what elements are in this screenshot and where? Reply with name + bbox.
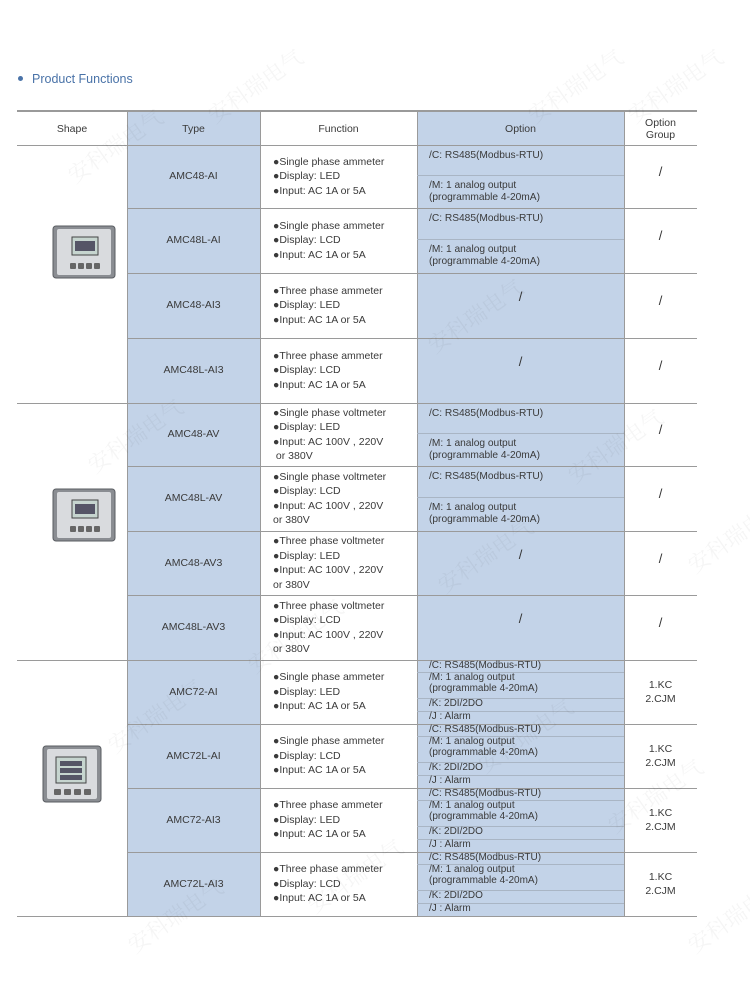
section-heading-text: Product Functions bbox=[32, 72, 133, 86]
option-item: /C: RS485(Modbus-RTU) bbox=[429, 408, 544, 419]
option-item: /M: 1 analog output (programmable 4-20mA) bbox=[429, 179, 540, 203]
function-line: ●Input: AC 1A or 5A bbox=[273, 248, 366, 261]
panel-meter-72-image bbox=[42, 745, 102, 808]
option-cell: / bbox=[518, 611, 523, 627]
function-cell bbox=[260, 273, 417, 338]
function-line: or 380V bbox=[273, 514, 310, 526]
function-cell bbox=[260, 338, 417, 403]
function-line: ●Three phase ammeter bbox=[273, 799, 383, 812]
option-item: /J : Alarm bbox=[429, 775, 471, 786]
function-cell bbox=[260, 145, 417, 208]
type-cell: AMC72L-AI3 bbox=[163, 877, 224, 890]
function-cell bbox=[260, 660, 417, 724]
option-group-cell: / bbox=[658, 293, 663, 309]
function-line: ●Input: AC 100V , 220V bbox=[273, 435, 384, 448]
option-group-cell: / bbox=[658, 358, 663, 374]
function-line: ●Display: LCD bbox=[273, 364, 341, 377]
function-cell bbox=[260, 403, 417, 466]
function-line: ●Single phase voltmeter bbox=[273, 470, 387, 483]
option-group-cell: / bbox=[658, 164, 663, 180]
option-cell: / bbox=[518, 546, 523, 562]
function-line: ●Three phase voltmeter bbox=[273, 535, 385, 547]
function-line: ●Display: LCD bbox=[273, 614, 341, 626]
function-line: or 380V bbox=[273, 450, 313, 462]
option-group-cell: 1.KC 2.CJM bbox=[645, 806, 676, 833]
panel-meter-48-image bbox=[52, 488, 116, 547]
option-item: /J : Alarm bbox=[429, 903, 471, 914]
function-line: ●Display: LED bbox=[273, 549, 341, 562]
type-cell: AMC48-AI3 bbox=[166, 299, 221, 312]
option-item: /J : Alarm bbox=[429, 711, 471, 722]
function-cell bbox=[260, 208, 417, 273]
function-line: ●Single phase ammeter bbox=[273, 219, 385, 232]
option-item: /C: RS485(Modbus-RTU) bbox=[429, 471, 544, 482]
function-line: ●Input: AC 100V , 220V bbox=[273, 628, 384, 641]
table-bottom-rule bbox=[17, 916, 697, 917]
function-line: ●Input: AC 1A or 5A bbox=[273, 892, 366, 905]
function-line: ●Display: LED bbox=[273, 421, 341, 433]
function-line: ●Three phase ammeter bbox=[273, 349, 383, 362]
type-cell: AMC48L-AV3 bbox=[161, 621, 226, 634]
option-group-cell: / bbox=[658, 615, 663, 631]
function-line: ●Single phase ammeter bbox=[273, 155, 385, 168]
option-item: /C: RS485(Modbus-RTU) bbox=[429, 150, 544, 161]
bullet-dot-icon bbox=[18, 76, 23, 81]
function-line: ●Display: LED bbox=[273, 813, 341, 826]
option-item: /C: RS485(Modbus-RTU) bbox=[429, 213, 544, 224]
option-item: /K: 2DI/2DO bbox=[429, 890, 483, 901]
function-cell bbox=[260, 595, 417, 660]
function-line: ●Input: AC 1A or 5A bbox=[273, 764, 366, 777]
option-group-cell: / bbox=[658, 228, 663, 244]
option-item: /M: 1 analog output (programmable 4-20mA) bbox=[429, 800, 538, 822]
option-item: /M: 1 analog output (programmable 4-20mA) bbox=[429, 736, 538, 758]
header-type: Type bbox=[182, 122, 205, 135]
type-cell: AMC48-AI bbox=[169, 170, 218, 183]
function-cell bbox=[260, 724, 417, 788]
option-group-cell: / bbox=[658, 486, 663, 502]
type-cell: AMC72-AI bbox=[169, 685, 218, 698]
panel-meter-48-image bbox=[52, 225, 116, 284]
function-line: ●Display: LCD bbox=[273, 749, 341, 762]
type-cell: AMC48L-AI bbox=[166, 234, 221, 247]
type-cell: AMC48-AV3 bbox=[164, 556, 223, 569]
option-item: /K: 2DI/2DO bbox=[429, 698, 483, 709]
type-cell: AMC72-AI3 bbox=[166, 813, 221, 826]
option-item: /K: 2DI/2DO bbox=[429, 762, 483, 773]
option-group-cell: 1.KC 2.CJM bbox=[645, 678, 676, 705]
function-line: ●Input: AC 1A or 5A bbox=[273, 184, 366, 197]
function-line: ●Input: AC 1A or 5A bbox=[273, 828, 366, 841]
function-line: ●Display: LCD bbox=[273, 485, 341, 497]
header-option: Option bbox=[505, 122, 536, 135]
function-line: ●Display: LCD bbox=[273, 234, 341, 247]
type-cell: AMC48-AV bbox=[167, 428, 220, 441]
function-cell bbox=[260, 788, 417, 852]
function-line: or 380V bbox=[273, 578, 310, 591]
function-cell bbox=[260, 466, 417, 531]
option-group-cell: / bbox=[658, 422, 663, 438]
option-item: /C: RS485(Modbus-RTU) bbox=[429, 660, 542, 671]
function-line: ●Input: AC 100V , 220V bbox=[273, 564, 384, 576]
function-line: ●Input: AC 1A or 5A bbox=[273, 378, 366, 391]
function-line: ●Three phase ammeter bbox=[273, 863, 383, 876]
section-heading bbox=[18, 72, 133, 86]
function-line: ●Input: AC 1A or 5A bbox=[273, 313, 366, 326]
function-line: ●Three phase voltmeter bbox=[273, 599, 385, 612]
option-cell: / bbox=[518, 354, 523, 370]
function-line: ●Input: AC 100V , 220V bbox=[273, 499, 384, 512]
function-cell bbox=[260, 531, 417, 595]
option-item: /M: 1 analog output (programmable 4-20mA) bbox=[429, 864, 538, 886]
header-option-group: Option Group bbox=[645, 116, 676, 141]
function-line: ●Display: LED bbox=[273, 685, 341, 698]
option-item: /M: 1 analog output (programmable 4-20mA) bbox=[429, 244, 540, 267]
function-line: ●Single phase ammeter bbox=[273, 671, 385, 684]
function-line: ●Single phase ammeter bbox=[273, 735, 385, 748]
option-item: /M: 1 analog output (programmable 4-20mA) bbox=[429, 672, 538, 694]
type-cell: AMC48L-AI3 bbox=[163, 364, 224, 377]
header-shape: Shape bbox=[56, 122, 88, 135]
option-item: /M: 1 analog output (programmable 4-20mA) bbox=[429, 437, 540, 461]
function-line: ●Display: LED bbox=[273, 299, 341, 312]
option-item: /C: RS485(Modbus-RTU) bbox=[429, 852, 542, 863]
header-function: Function bbox=[318, 122, 359, 135]
option-cell: / bbox=[518, 289, 523, 305]
type-cell: AMC72L-AI bbox=[166, 749, 221, 762]
option-group-cell: 1.KC 2.CJM bbox=[645, 742, 676, 769]
option-item: /C: RS485(Modbus-RTU) bbox=[429, 724, 542, 735]
function-line: ●Input: AC 1A or 5A bbox=[273, 700, 366, 713]
option-item: /M: 1 analog output (programmable 4-20mA) bbox=[429, 502, 540, 525]
function-line: ●Display: LCD bbox=[273, 877, 341, 890]
option-item: /C: RS485(Modbus-RTU) bbox=[429, 788, 542, 799]
function-line: or 380V bbox=[273, 643, 310, 655]
option-group-cell: 1.KC 2.CJM bbox=[645, 870, 676, 897]
function-line: ●Single phase voltmeter bbox=[273, 406, 387, 419]
function-line: ●Display: LED bbox=[273, 170, 341, 183]
function-cell bbox=[260, 852, 417, 916]
option-item: /K: 2DI/2DO bbox=[429, 826, 483, 837]
function-line: ●Three phase ammeter bbox=[273, 284, 383, 297]
type-cell: AMC48L-AV bbox=[164, 492, 223, 505]
product-functions-table bbox=[17, 110, 697, 917]
option-item: /J : Alarm bbox=[429, 839, 471, 850]
option-group-cell: / bbox=[658, 550, 663, 566]
